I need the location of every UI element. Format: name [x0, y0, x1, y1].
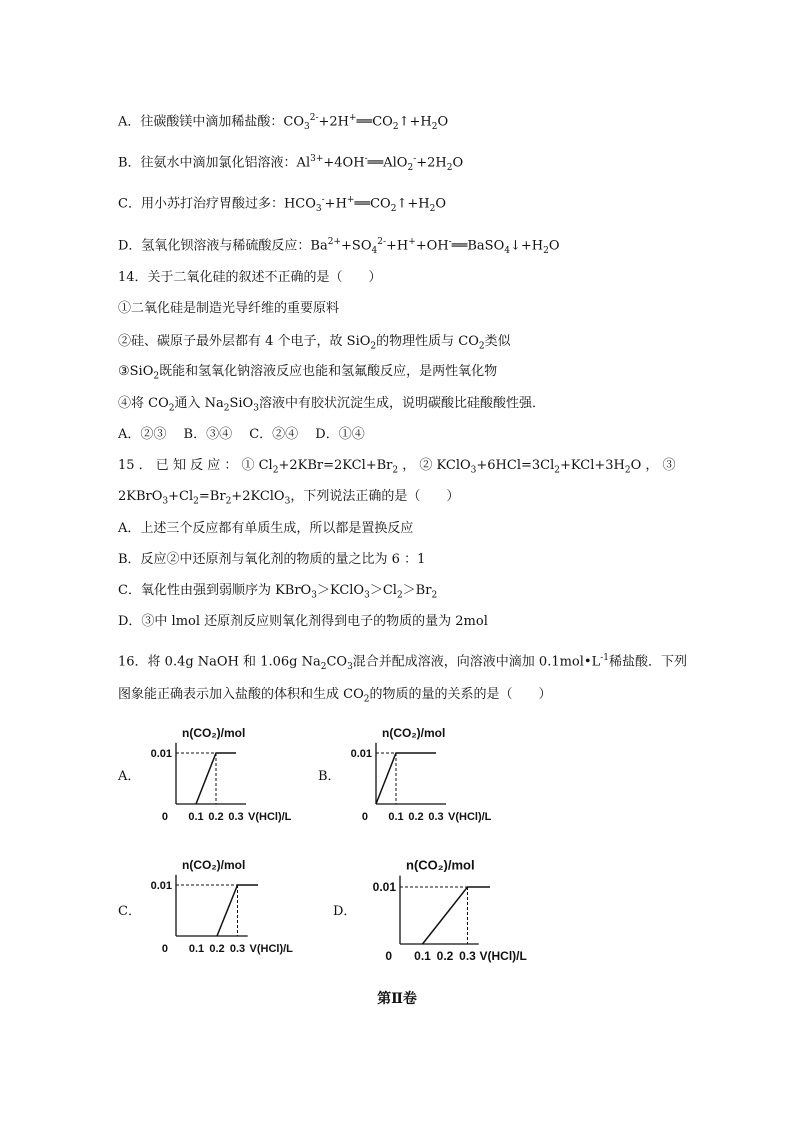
y-tick-label: 0.01: [150, 748, 172, 760]
y-axis-label: n(CO₂)/mol: [406, 857, 475, 873]
x-tick-label: 0.3: [228, 811, 244, 823]
y-axis-label: n(CO₂)/mol: [382, 725, 446, 740]
graph-option-c: [140, 848, 320, 960]
y-tick-label: 0.01: [150, 880, 172, 892]
q14-options: A．②③ B．③④ C．②④ D．①④: [118, 427, 365, 442]
q14-statement-4: ④将 $CO_2$通入 $Na_2SiO_3$溶液中有胶状沉淀生成，说明碳酸比硅酸酸性强．: [118, 396, 545, 414]
q16-option-a-label: A．: [118, 769, 141, 784]
y-tick-label: 0.01: [350, 748, 372, 760]
q16-stem-line1: 16．将 0.4g NaOH 和 1.06g $Na_2CO_3$混合并配成溶液，向溶液中滴加 $0.1mol•L^{-1}$稀盐酸．下列: [118, 653, 688, 672]
q16-option-d-label: D．: [333, 904, 357, 919]
series-line: [376, 753, 436, 804]
x-tick-label: 0.3: [428, 811, 444, 823]
x-tick-label: 0.2: [436, 949, 454, 963]
q16-option-b-label: B．: [318, 769, 341, 784]
x-axis-label: V(HCl)/L: [249, 943, 293, 955]
x-axis-label: V(HCl)/L: [448, 811, 492, 823]
q13-option-b: B．往氨水中滴加氯化铝溶液：$Al^{3+}+4OH^-══AlO_2^-+2H_2O$: [118, 154, 464, 173]
x-tick-label: 0: [361, 811, 368, 823]
x-tick-label: 0.1: [188, 943, 205, 955]
x-tick-label: 0.3: [459, 949, 476, 963]
x-tick-label: 0: [385, 949, 392, 963]
x-tick-label: 0.1: [188, 811, 204, 823]
x-tick-label: 0.1: [414, 949, 431, 963]
q14-statement-2: ②硅、碳原子最外层都有 4 个电子，故 SiO$_2$的物理性质与 $CO_2$类似: [118, 334, 511, 352]
q14-statement-1: ①二氧化硅是制造光导纤维的重要原料: [118, 301, 340, 316]
x-tick-label: 0.2: [208, 811, 224, 823]
q16-option-c-label: C．: [118, 904, 141, 919]
y-axis-label: n(CO₂)/mol: [182, 725, 246, 740]
y-tick-label: 0.01: [372, 880, 396, 894]
q14-statement-3: ③SiO$_2$既能和氢氧化钠溶液反应也能和氢氟酸反应，是两性氧化物: [118, 364, 498, 382]
q13-option-c: C．用小苏打治疗胃酸过多：$HCO_3^-+H^+══CO_2↑+H_2O$: [118, 195, 446, 214]
q15-option-a: A．上述三个反应都有单质生成，所以都是置换反应: [118, 521, 414, 536]
x-tick-label: 0.2: [408, 811, 424, 823]
q15-stem-line2: $2KBrO_3+Cl_2=Br_2+2KClO_3$，下列说法正确的是（ ）: [118, 489, 460, 507]
x-tick-label: 0: [161, 943, 168, 955]
x-axis-label: V(HCl)/L: [248, 811, 292, 823]
x-tick-label: 0: [161, 811, 168, 823]
graph-option-b: [340, 716, 520, 828]
graph-option-d: [352, 844, 552, 968]
graph-option-a: [140, 716, 320, 828]
x-tick-label: 0.2: [209, 943, 225, 955]
x-axis-label: V(HCl)/L: [479, 949, 527, 963]
q14-stem: 14．关于二氧化硅的叙述不正确的是（ ）: [118, 270, 382, 285]
q15-option-b: B．反应②中还原剂与氧化剂的物质的量之比为 6 ：1: [118, 552, 426, 567]
q15-stem-line1: 15 ． 已 知 反 应 ： ① $Cl_2+2KBr=2KCl+Br_2$ ， ② $KClO_3+6HCl=3Cl_2+KCl+3H_2O$ ， ③: [118, 458, 676, 476]
q13-option-d: D．氢氧化钡溶液与稀硫酸反应：$Ba^{2+}+SO_4^{2-}+H^++OH^-══BaSO_4↓+H_2O$: [118, 237, 560, 256]
series-line: [423, 887, 491, 944]
x-tick-label: 0.3: [229, 943, 246, 955]
q16-stem-line2: 图象能正确表示加入盐酸的体积和生成 $CO_2$的物质的量的关系的是（ ）: [118, 687, 552, 705]
x-tick-label: 0.1: [388, 811, 404, 823]
y-axis-label: n(CO₂)/mol: [182, 857, 246, 872]
q15-option-d: D．③中 lmol 还原剂反应则氧化剂得到电子的物质的量为 2mol: [118, 614, 488, 629]
section-heading: 第Ⅱ卷: [377, 991, 417, 1007]
q13-option-a: A．往碳酸镁中滴加稀盐酸：$CO_3^{2-}+2H^+══CO_2↑+H_2O$: [118, 113, 449, 132]
q15-option-c: C．氧化性由强到弱顺序为 $KBrO_3>KClO_3>Cl_2>Br_2$: [118, 583, 438, 601]
